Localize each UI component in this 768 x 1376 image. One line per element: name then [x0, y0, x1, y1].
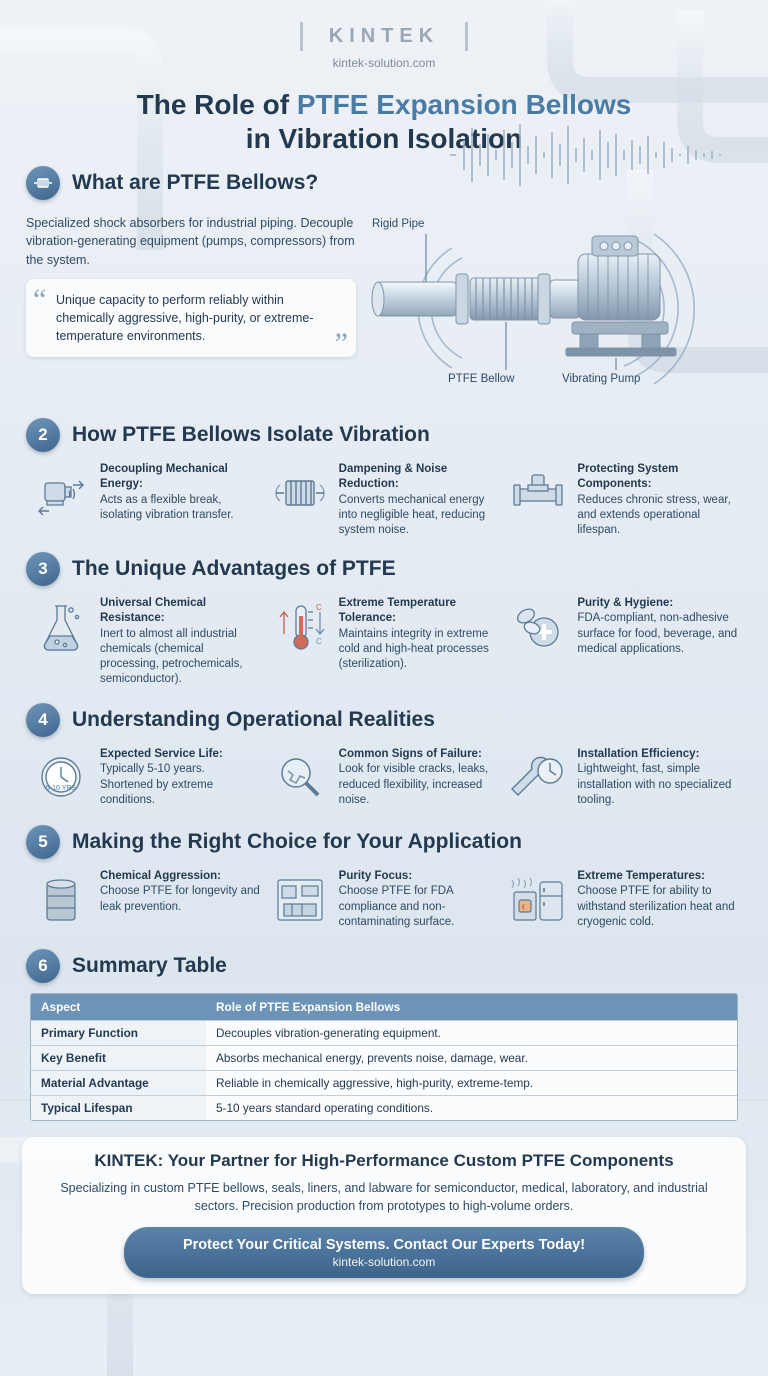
- table-header-role: Role of PTFE Expansion Bellows: [206, 994, 737, 1021]
- item-body: Lightweight, fast, simple installation with no specialized tooling.: [577, 763, 732, 806]
- table-header-aspect: Aspect: [31, 994, 206, 1021]
- section5-number: 5: [26, 825, 60, 859]
- furnace-freezer-icon: [507, 869, 569, 931]
- section1-lead: Specialized shock absorbers for industrial piping. Decouple vibration-generating equipment (pumps, compressors) from the system.: [26, 216, 355, 267]
- item-title: Common Signs of Failure:: [338, 748, 482, 761]
- section5-header: [26, 825, 742, 859]
- svg-text:C: C: [315, 637, 322, 647]
- section3-items: [0, 596, 768, 687]
- item-body: Reduces chronic stress, wear, and extends operational lifespan.: [577, 493, 731, 536]
- list-item: [507, 462, 738, 538]
- list-item: [269, 869, 500, 931]
- item-title: Purity & Hygiene:: [577, 597, 674, 610]
- section3-number: 3: [26, 552, 60, 586]
- title-line2: in Vibration Isolation: [245, 123, 523, 155]
- list-item: [507, 596, 738, 687]
- item-title: Installation Efficiency:: [577, 748, 700, 761]
- section4-items: [0, 747, 768, 809]
- section6-title: Summary Table: [72, 954, 227, 978]
- table-row: [31, 1021, 737, 1046]
- list-item: [30, 596, 261, 687]
- section4-header: [26, 703, 742, 737]
- table-row: [31, 1046, 737, 1071]
- table-cell-key: Typical Lifespan: [31, 1096, 206, 1121]
- item-title: Universal Chemical Resistance:: [100, 597, 207, 625]
- item-body: Maintains integrity in extreme cold and high-heat processes (sterilization).: [338, 627, 489, 670]
- section1-body: [0, 210, 768, 410]
- footer-body: Specializing in custom PTFE bellows, seals, liners, and labware for semiconductor, medical, laboratory, and industrial sectors. Precision production from prototypes to high-volume orders.: [60, 1181, 708, 1214]
- item-body: Inert to almost all industrial chemicals (chemical processing, petrochemicals, semiconductor).: [100, 627, 243, 686]
- item-title: Extreme Temperatures:: [577, 870, 705, 883]
- list-item: [30, 869, 261, 931]
- svg-text:C: C: [315, 603, 322, 613]
- item-title: Protecting System Components:: [577, 463, 679, 491]
- flask-icon: [30, 596, 92, 658]
- table-cell-value: Absorbs mechanical energy, prevents noise, damage, wear.: [206, 1046, 737, 1071]
- section1-quote-text: Unique capacity to perform reliably within chemically aggressive, high-purity, or extreme-temperature environments.: [56, 292, 314, 343]
- waveform-decoration: [450, 120, 750, 190]
- table-header-row: [31, 994, 737, 1021]
- item-body: Choose PTFE for ability to withstand sterilization heat and cryogenic cold.: [577, 885, 735, 928]
- section5-items: [0, 869, 768, 931]
- footer-heading: KINTEK: Your Partner for High-Performance Custom PTFE Components: [94, 1151, 674, 1171]
- label-ptfe-bellow: PTFE Bellow: [448, 373, 515, 386]
- quote-open-icon: “: [33, 282, 47, 316]
- item-body: Acts as a flexible break, isolating vibration transfer.: [100, 493, 234, 521]
- medical-cross-icon: [507, 596, 569, 658]
- section6-number: 6: [26, 949, 60, 983]
- section4-title: Understanding Operational Realities: [72, 708, 435, 732]
- label-vibrating-pump: Vibrating Pump: [562, 373, 641, 386]
- table-cell-value: 5-10 years standard operating conditions.: [206, 1096, 737, 1121]
- wrench-clock-icon: [507, 747, 569, 809]
- clock-icon-text: 5-10 YRS: [45, 785, 77, 793]
- item-body: Choose PTFE for FDA compliance and non-contaminating surface.: [338, 885, 455, 928]
- table-cell-key: Key Benefit: [31, 1046, 206, 1071]
- list-item: [269, 596, 500, 687]
- item-body: Look for visible cracks, leaks, reduced flexibility, increased noise.: [338, 763, 489, 806]
- list-item: [30, 747, 261, 809]
- cleanroom-icon: [269, 869, 331, 931]
- brand-logo: KINTEK: [300, 22, 468, 51]
- table-cell-key: Material Advantage: [31, 1071, 206, 1096]
- section-operational-realities: [0, 703, 768, 737]
- section2-number: 2: [26, 418, 60, 452]
- table-cell-value: Reliable in chemically aggressive, high-purity, extreme-temp.: [206, 1071, 737, 1096]
- item-title: Decoupling Mechanical Energy:: [100, 463, 228, 491]
- pipe-fitting-icon: [507, 462, 569, 524]
- bellows-icon: [26, 166, 60, 200]
- brand-header: [0, 0, 768, 70]
- item-title: Purity Focus:: [338, 870, 413, 883]
- section-right-choice: [0, 825, 768, 859]
- item-body: Choose PTFE for longevity and leak prevention.: [100, 885, 260, 913]
- footer-panel: [22, 1137, 746, 1294]
- bellows-diagram: [366, 210, 742, 410]
- item-title: Chemical Aggression:: [100, 870, 221, 883]
- summary-table: [30, 993, 738, 1121]
- table-row: [31, 1096, 737, 1121]
- section2-title: How PTFE Bellows Isolate Vibration: [72, 423, 430, 447]
- list-item: [507, 747, 738, 809]
- list-item: [507, 869, 738, 931]
- title-line1-accent: PTFE Expansion Bellows: [296, 89, 632, 120]
- item-body: Converts mechanical energy into negligible heat, reducing system noise.: [338, 493, 486, 536]
- brand-website: kintek-solution.com: [332, 56, 436, 70]
- section-how-bellows-isolate: [0, 418, 768, 452]
- section3-title: The Unique Advantages of PTFE: [72, 557, 396, 581]
- list-item: [269, 747, 500, 809]
- thermometer-icon: [269, 596, 331, 658]
- item-title: Extreme Temperature Tolerance:: [338, 597, 457, 625]
- quote-close-icon: ”: [334, 327, 348, 361]
- list-item: [30, 462, 261, 538]
- section1-quote: [26, 279, 356, 361]
- cta-secondary-label: kintek-solution.com: [332, 1255, 436, 1270]
- list-item: [269, 462, 500, 538]
- table-cell-key: Primary Function: [31, 1021, 206, 1046]
- table-cell-value: Decouples vibration-generating equipment.: [206, 1021, 737, 1046]
- label-rigid-pipe: Rigid Pipe: [372, 218, 425, 231]
- section3-header: [26, 552, 742, 586]
- section5-title: Making the Right Choice for Your Application: [72, 830, 522, 854]
- motor-arrows-icon: [30, 462, 92, 524]
- section1-title: What are PTFE Bellows?: [72, 171, 319, 195]
- table-row: [31, 1071, 737, 1096]
- item-title: Expected Service Life:: [100, 748, 223, 761]
- section-summary-table: [0, 949, 768, 983]
- title-line1-prefix: The Role of: [136, 89, 297, 120]
- item-body: Typically 5-10 years. Shortened by extreme conditions.: [100, 763, 214, 806]
- cta-primary-label: Protect Your Critical Systems. Contact Our Experts Today!: [182, 1237, 586, 1254]
- item-title: Dampening & Noise Reduction:: [338, 463, 448, 491]
- chemical-drum-icon: [30, 869, 92, 931]
- section2-items: [0, 462, 768, 538]
- bellows-waves-icon: [269, 462, 331, 524]
- section2-header: [26, 418, 742, 452]
- section6-header: [26, 949, 742, 983]
- clock-icon: [30, 747, 92, 809]
- section4-number: 4: [26, 703, 60, 737]
- cta-button[interactable]: [124, 1227, 644, 1278]
- magnifier-crack-icon: [269, 747, 331, 809]
- section-advantages-of-ptfe: [0, 552, 768, 586]
- item-body: FDA-compliant, non-adhesive surface for food, beverage, and medical applications.: [577, 612, 738, 655]
